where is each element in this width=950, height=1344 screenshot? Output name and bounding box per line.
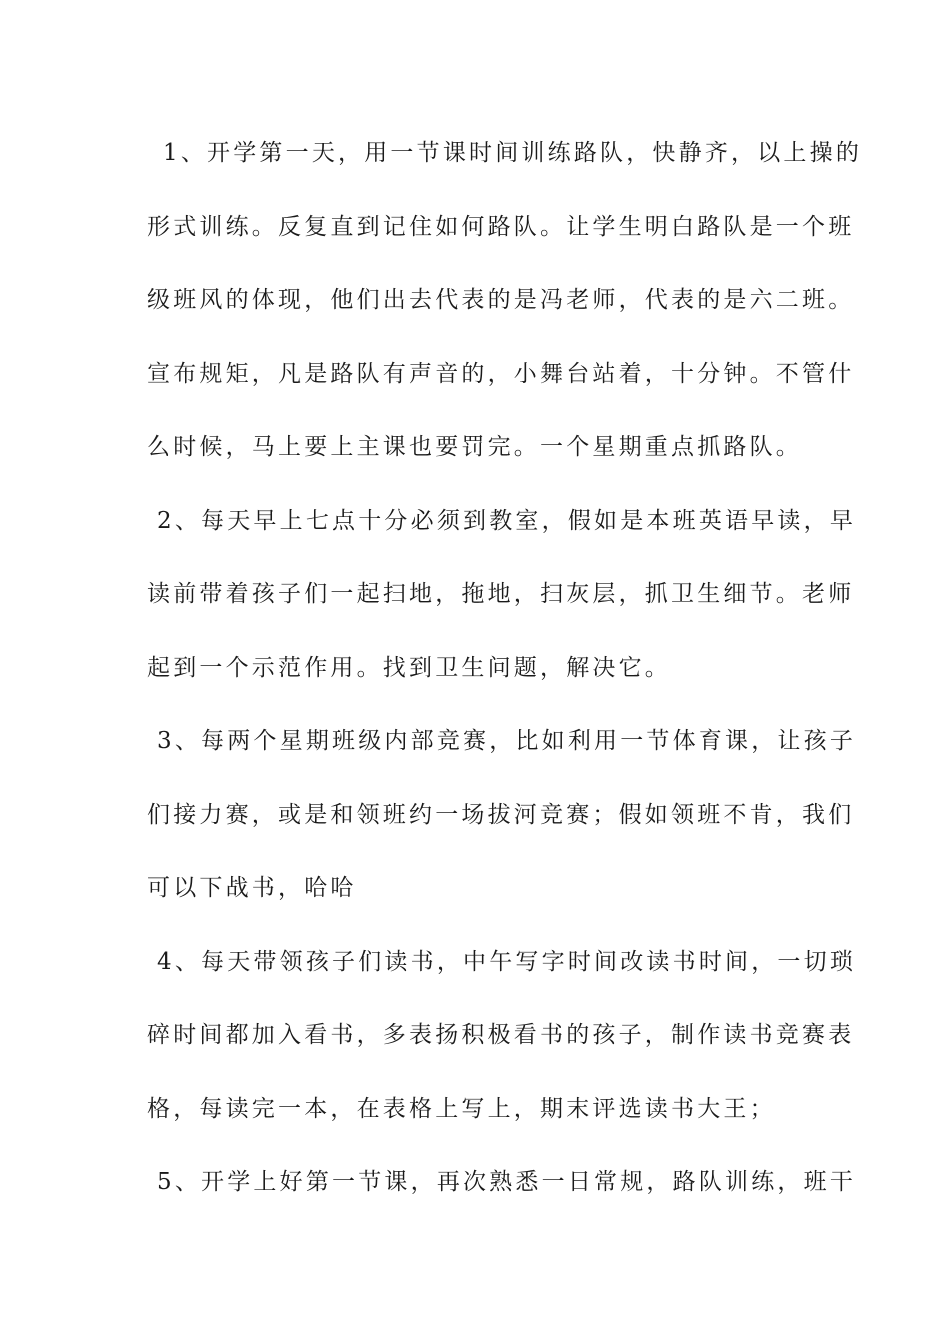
- text-line: 5、开学上好第一节课，再次熟悉一日常规，路队训练，班干: [157, 1169, 857, 1195]
- text-line: 们接力赛，或是和领班约一场拔河竞赛；假如领班不肯，我们: [147, 801, 855, 828]
- text-line: 1、开学第一天，用一节课时间训练路队，快静齐，以上操的: [163, 140, 863, 166]
- text-line: 形式训练。反复直到记住如何路队。让学生明白路队是一个班: [147, 213, 855, 240]
- text-line: 宣布规矩，凡是路队有声音的，小舞台站着，十分钟。不管什: [147, 360, 855, 387]
- text-line: 碎时间都加入看书，多表扬积极看书的孩子，制作读书竞赛表: [147, 1022, 855, 1048]
- text-line: 3、每两个星期班级内部竞赛，比如利用一节体育课，让孩子: [157, 728, 857, 754]
- document-body: [147, 130, 863, 1233]
- text-line: 级班风的体现，他们出去代表的是冯老师，代表的是六二班。: [147, 287, 855, 313]
- text-line: 读前带着孩子们一起扫地，拖地，扫灰层，抓卫生细节。老师: [147, 581, 855, 607]
- text-line: 格，每读完一本，在表格上写上，期末评选读书大王；: [147, 1095, 776, 1122]
- text-line: 么时候，马上要上主课也要罚完。一个星期重点抓路队。: [147, 434, 802, 460]
- text-line: 2、每天早上七点十分必须到教室，假如是本班英语早读，早: [157, 507, 857, 534]
- text-line: 起到一个示范作用。找到卫生问题，解决它。: [147, 654, 671, 681]
- text-line: 4、每天带领孩子们读书，中午写字时间改读书时间，一切琐: [157, 948, 857, 975]
- text-line: 可以下战书，哈哈: [147, 875, 357, 901]
